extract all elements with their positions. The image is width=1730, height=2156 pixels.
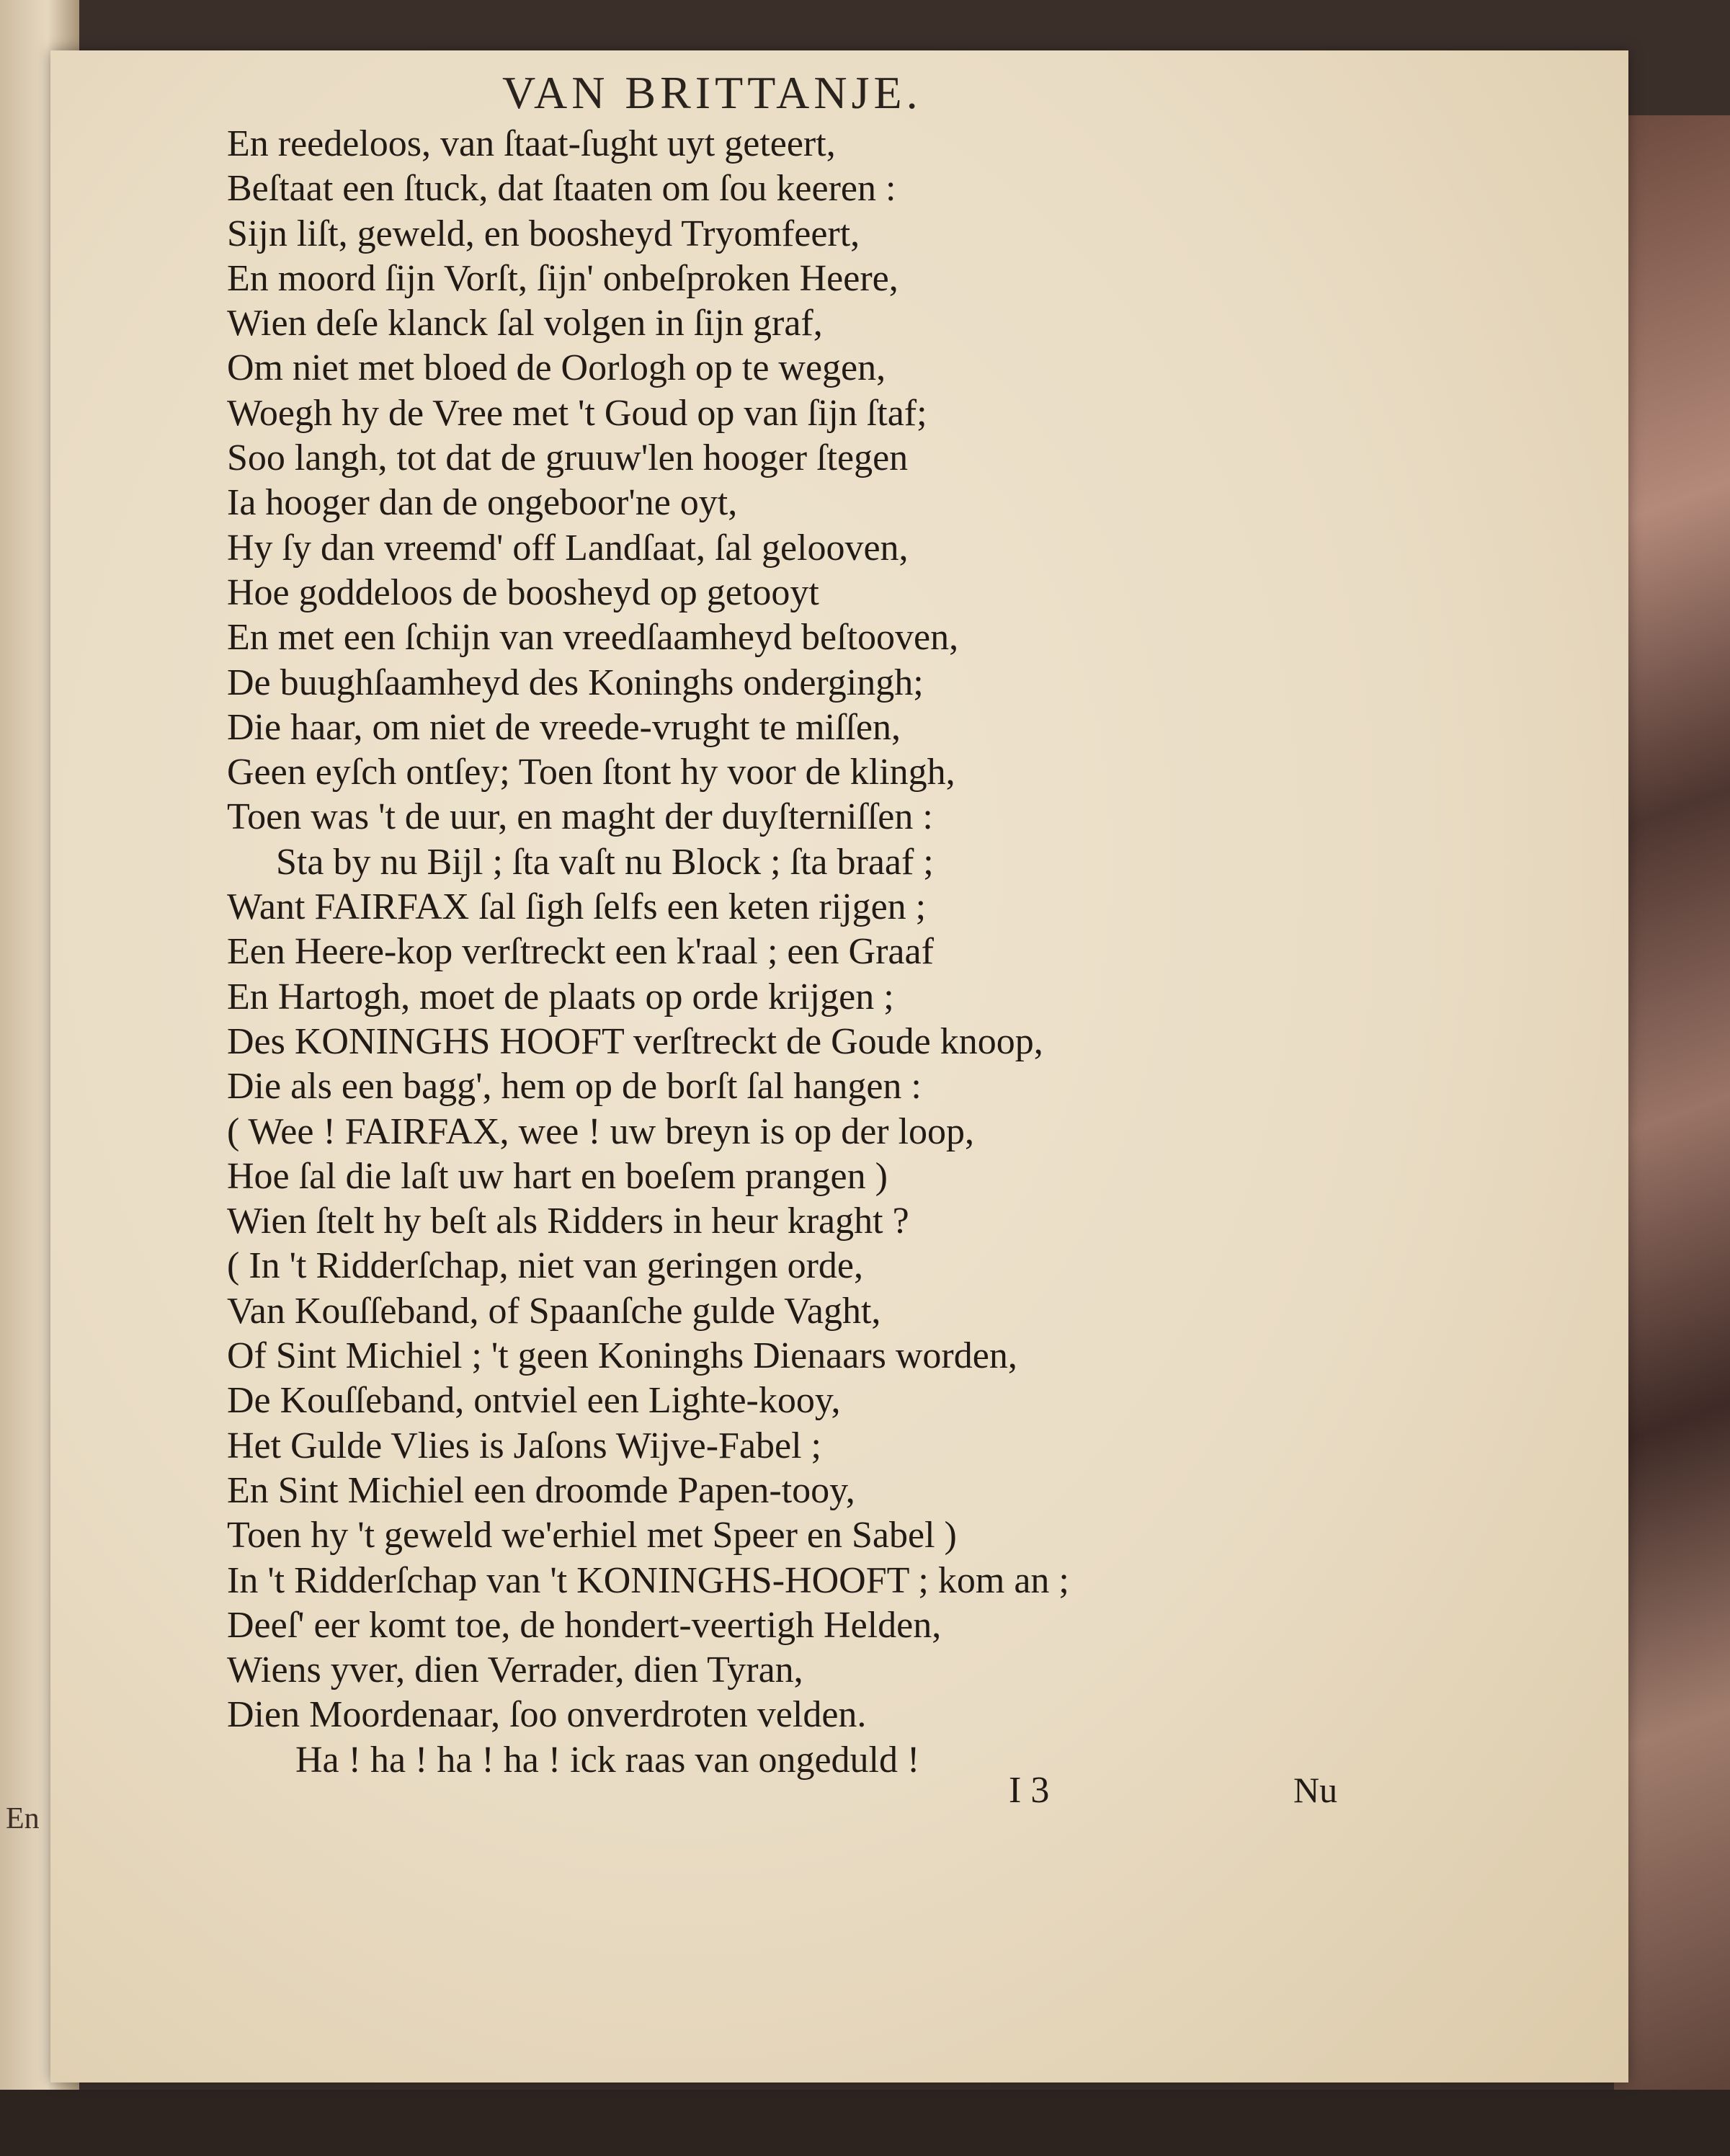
- verse-line: ( Wee ! FAIRFAX, wee ! uw breyn is op der loop,: [227, 1110, 975, 1152]
- verse-line: En reedeloos, van ſtaat-ſught uyt geteert,: [227, 123, 836, 164]
- verse-line: En Hartogh, moet de plaats op orde krijgen ;: [227, 976, 894, 1017]
- verse-line: Wien deſe klanck ſal volgen in ſijn graf,: [227, 303, 823, 344]
- verse-line: De buughſaamheyd des Koninghs ondergingh;: [227, 662, 924, 703]
- verse-line: Deeſ' eer komt toe, de hondert-veertigh Helden,: [227, 1604, 942, 1646]
- verse-line: Van Kouſſeband, of Spaanſche gulde Vaght,: [227, 1290, 881, 1332]
- verse-line: Toen hy 't geweld we'erhiel met Speer en Sabel ): [227, 1515, 957, 1556]
- verse-line: En met een ſchijn van vreedſaamheyd beſtooven,: [227, 617, 959, 659]
- catchword: Nu: [1293, 1770, 1338, 1810]
- verse-line: Om niet met bloed de Oorlogh op te wegen,: [227, 347, 886, 389]
- verse-line: Woegh hy de Vree met 't Goud op van ſijn ſtaf;: [227, 392, 927, 434]
- verse-line: En moord ſijn Vorſt, ſijn' onbeſproken Heere,: [227, 257, 899, 299]
- verse-line: Sta by nu Bijl ; ſta vaſt nu Block ; ſta braaf ;: [276, 841, 934, 883]
- verse-line: Geen eyſch ontſey; Toen ſtont hy voor de klingh,: [227, 752, 955, 793]
- verse-line: Of Sint Michiel ; 't geen Koninghs Dienaars worden,: [227, 1335, 1017, 1377]
- running-title: VAN BRITTANJE.: [502, 67, 922, 118]
- verse-line: Want FAIRFAX ſal ſigh ſelfs een keten rijgen ;: [227, 886, 927, 928]
- verse-line: Beſtaat een ſtuck, dat ſtaaten om ſou keeren :: [227, 168, 896, 210]
- verse-line: Wien ſtelt hy beſt als Ridders in heur kraght ?: [227, 1200, 909, 1242]
- verse-line: Die haar, om niet de vreede-vrught te miſſen,: [227, 706, 901, 748]
- verse-line: Ha ! ha ! ha ! ha ! ick raas van ongeduld !: [295, 1739, 920, 1781]
- verse-line: En Sint Michiel een droomde Papen-tooy,: [227, 1469, 855, 1511]
- marbled-cover-board: [1614, 115, 1730, 2119]
- verse-line: Soo langh, tot dat de gruuw'len hooger ſtegen: [227, 437, 909, 479]
- verse-line: De Kouſſeband, ontviel een Lighte-kooy,: [227, 1380, 841, 1422]
- verse-line: Hy ſy dan vreemd' off Landſaat, ſal gelooven,: [227, 527, 909, 569]
- verse-line: Het Gulde Vlies is Jaſons Wijve-Fabel ;: [227, 1425, 821, 1466]
- background-surface: [0, 2090, 1730, 2156]
- verse-line: Sijn liſt, geweld, en boosheyd Tryomfeert,: [227, 213, 860, 254]
- poem-text: [227, 122, 1069, 1783]
- signature-mark: I 3: [1009, 1770, 1050, 1811]
- verse-line: Des KONINGHS HOOFT verſtreckt de Goude knoop,: [227, 1020, 1043, 1062]
- left-page-catchword: En: [6, 1802, 40, 1835]
- verse-line: Een Heere-kop verſtreckt een k'raal ; een Graaf: [227, 931, 934, 973]
- verse-line: Ia hooger dan de ongeboor'ne oyt,: [227, 482, 738, 524]
- verse-line: In 't Ridderſchap van 't KONINGHS-HOOFT ; kom an ;: [227, 1559, 1069, 1601]
- verse-line: Die als een bagg', hem op de borſt ſal hangen :: [227, 1066, 922, 1108]
- verse-line: Dien Moordenaar, ſoo onverdroten velden.: [227, 1694, 867, 1736]
- verse-line: Toen was 't de uur, en maght der duyſterniſſen :: [227, 796, 933, 838]
- verse-line: Wiens yver, dien Verrader, dien Tyran,: [227, 1649, 803, 1691]
- verse-line: Hoe ſal die laſt uw hart en boeſem prangen ): [227, 1155, 888, 1197]
- verse-line: Hoe goddeloos de boosheyd op getooyt: [227, 571, 819, 613]
- verse-line: ( In 't Ridderſchap, niet van geringen orde,: [227, 1245, 863, 1287]
